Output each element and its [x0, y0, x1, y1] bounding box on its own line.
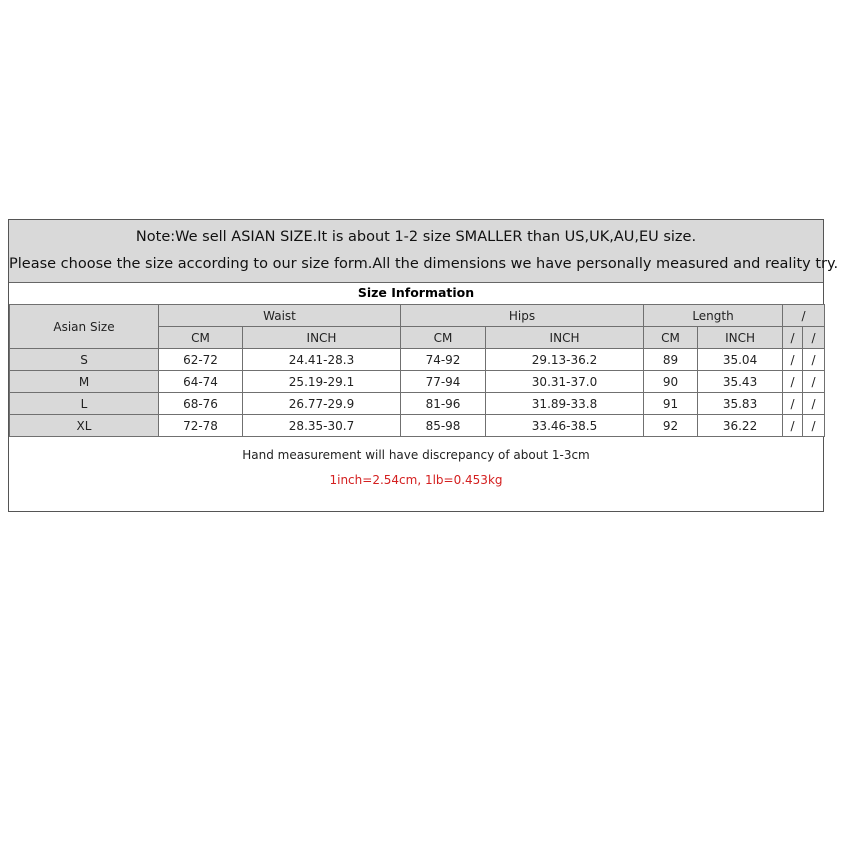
extra-cell-2: /	[803, 415, 825, 437]
waist-inch-header: INCH	[243, 327, 401, 349]
length-inch-cell: 35.04	[698, 349, 783, 371]
table-header-row	[10, 305, 825, 327]
extra-cell-1: /	[783, 415, 803, 437]
waist-inch-cell: 24.41-28.3	[243, 349, 401, 371]
hips-inch-cell: 29.13-36.2	[486, 349, 644, 371]
length-inch-cell: 35.43	[698, 371, 783, 393]
length-cm-cell: 91	[644, 393, 698, 415]
waist-cm-cell: 62-72	[159, 349, 243, 371]
hips-header: Hips	[401, 305, 644, 327]
table-title: Size Information	[357, 285, 475, 300]
size-chart	[8, 219, 839, 512]
waist-inch-cell: 26.77-29.9	[243, 393, 401, 415]
length-cm-header: CM	[644, 327, 698, 349]
measurement-discrepancy-note: Hand measurement will have discrepancy of about 1-3cm	[242, 448, 590, 462]
table-row	[10, 393, 825, 415]
waist-cm-cell: 68-76	[159, 393, 243, 415]
size-table	[9, 304, 825, 437]
extra-header: /	[783, 305, 825, 327]
size-choice-note: Please choose the size according to our size form.All the dimensions we have personally measured and reality try.	[9, 256, 839, 272]
length-cm-cell: 92	[644, 415, 698, 437]
hips-inch-cell: 33.46-38.5	[486, 415, 644, 437]
extra-sub-header-1: /	[783, 327, 803, 349]
waist-inch-cell: 28.35-30.7	[243, 415, 401, 437]
waist-cm-cell: 64-74	[159, 371, 243, 393]
hips-cm-cell: 77-94	[401, 371, 486, 393]
extra-cell-1: /	[783, 371, 803, 393]
extra-cell-1: /	[783, 349, 803, 371]
table-row	[10, 349, 825, 371]
size-label: L	[10, 393, 159, 415]
length-cm-cell: 89	[644, 349, 698, 371]
size-label: XL	[10, 415, 159, 437]
extra-cell-2: /	[803, 349, 825, 371]
table-row	[10, 371, 825, 393]
length-inch-cell: 35.83	[698, 393, 783, 415]
extra-cell-2: /	[803, 371, 825, 393]
table-row	[10, 415, 825, 437]
unit-conversion-note: 1inch=2.54cm, 1lb=0.453kg	[329, 473, 503, 487]
length-header: Length	[644, 305, 783, 327]
waist-cm-cell: 72-78	[159, 415, 243, 437]
size-note-banner	[9, 220, 839, 283]
extra-cell-1: /	[783, 393, 803, 415]
length-cm-cell: 90	[644, 371, 698, 393]
hips-inch-cell: 30.31-37.0	[486, 371, 644, 393]
waist-inch-cell: 25.19-29.1	[243, 371, 401, 393]
waist-header: Waist	[159, 305, 401, 327]
asian-size-note: Note:We sell ASIAN SIZE.It is about 1-2 size SMALLER than US,UK,AU,EU size.	[135, 229, 697, 245]
hips-cm-header: CM	[401, 327, 486, 349]
extra-cell-2: /	[803, 393, 825, 415]
hips-cm-cell: 74-92	[401, 349, 486, 371]
hips-cm-cell: 85-98	[401, 415, 486, 437]
hips-cm-cell: 81-96	[401, 393, 486, 415]
length-inch-cell: 36.22	[698, 415, 783, 437]
waist-cm-header: CM	[159, 327, 243, 349]
hips-inch-header: INCH	[486, 327, 644, 349]
size-label: S	[10, 349, 159, 371]
size-label: M	[10, 371, 159, 393]
hips-inch-cell: 31.89-33.8	[486, 393, 644, 415]
asian-size-header: Asian Size	[10, 305, 159, 349]
extra-sub-header-2: /	[803, 327, 825, 349]
length-inch-header: INCH	[698, 327, 783, 349]
